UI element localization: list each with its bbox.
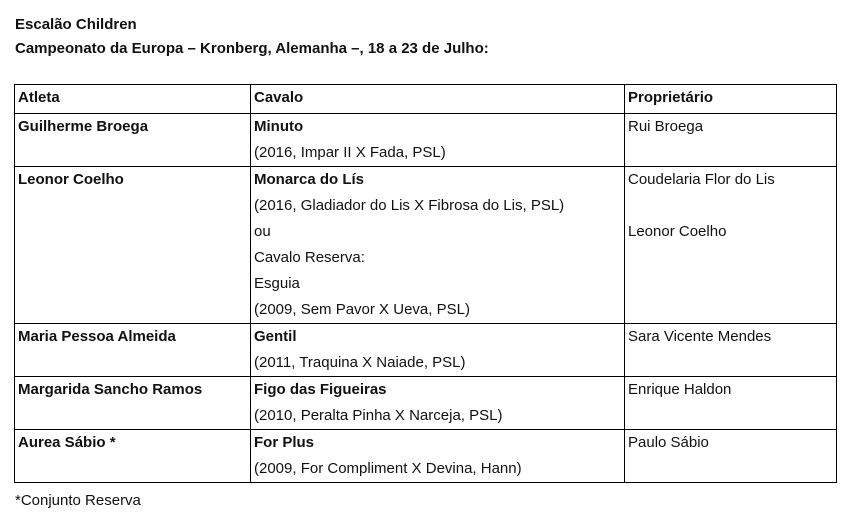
horse-cell [251,377,625,430]
horse-detail: (2009, Sem Pavor X Ueva, PSL) [254,301,470,318]
footnote: *Conjunto Reserva [15,492,141,509]
owner-cell [625,167,837,324]
owner-cell [625,324,837,377]
horse-name: Gentil [254,328,297,345]
owner-name: Sara Vicente Mendes [628,328,772,345]
horse-detail: (2010, Peralta Pinha X Narceja, PSL) [254,407,503,424]
table-row [15,324,837,377]
horse-name: Minuto [254,118,304,135]
category-heading: Escalão Children [15,16,137,33]
owner-name: Enrique Haldon [628,381,732,398]
athlete-cell [15,430,251,483]
header-athlete: Atleta [15,85,251,114]
horse-cell [251,114,625,167]
horse-detail: (2016, Impar II X Fada, PSL) [254,144,446,161]
table-row [15,114,837,167]
owner-spacer [628,193,833,219]
header-owner: Proprietário [625,85,837,114]
owner-name: Leonor Coelho [628,223,727,240]
owner-name: Rui Broega [628,118,704,135]
horse-cell [251,430,625,483]
owner-cell [625,430,837,483]
athlete-name: Guilherme Broega [18,118,149,135]
owner-name: Coudelaria Flor do Lis [628,171,775,188]
owner-cell [625,114,837,167]
owner-name: Paulo Sábio [628,434,709,451]
table-row [15,377,837,430]
athlete-cell [15,114,251,167]
table-header-row [15,85,837,114]
table-row [15,167,837,324]
athlete-name: Aurea Sábio * [18,434,116,451]
athlete-cell [15,324,251,377]
owner-cell [625,377,837,430]
event-heading: Campeonato da Europa – Kronberg, Alemanha –, 18 a 23 de Julho: [15,40,489,57]
athlete-name: Margarida Sancho Ramos [18,381,203,398]
horse-detail: (2011, Traquina X Naiade, PSL) [254,354,466,371]
header-horse: Cavalo [251,85,625,114]
horse-detail: ou [254,223,271,240]
horse-detail: Esguia [254,275,300,292]
horse-name: Figo das Figueiras [254,381,387,398]
riders-table [14,84,837,483]
horse-cell [251,324,625,377]
horse-cell [251,167,625,324]
athlete-name: Maria Pessoa Almeida [18,328,176,345]
table-row [15,430,837,483]
horse-name: For Plus [254,434,315,451]
horse-detail: (2009, For Compliment X Devina, Hann) [254,460,522,477]
athlete-cell [15,167,251,324]
horse-name: Monarca do Lís [254,171,365,188]
athlete-cell [15,377,251,430]
horse-detail: Cavalo Reserva: [254,249,365,266]
athlete-name: Leonor Coelho [18,171,124,188]
horse-detail: (2016, Gladiador do Lis X Fibrosa do Lis, PSL) [254,197,565,214]
